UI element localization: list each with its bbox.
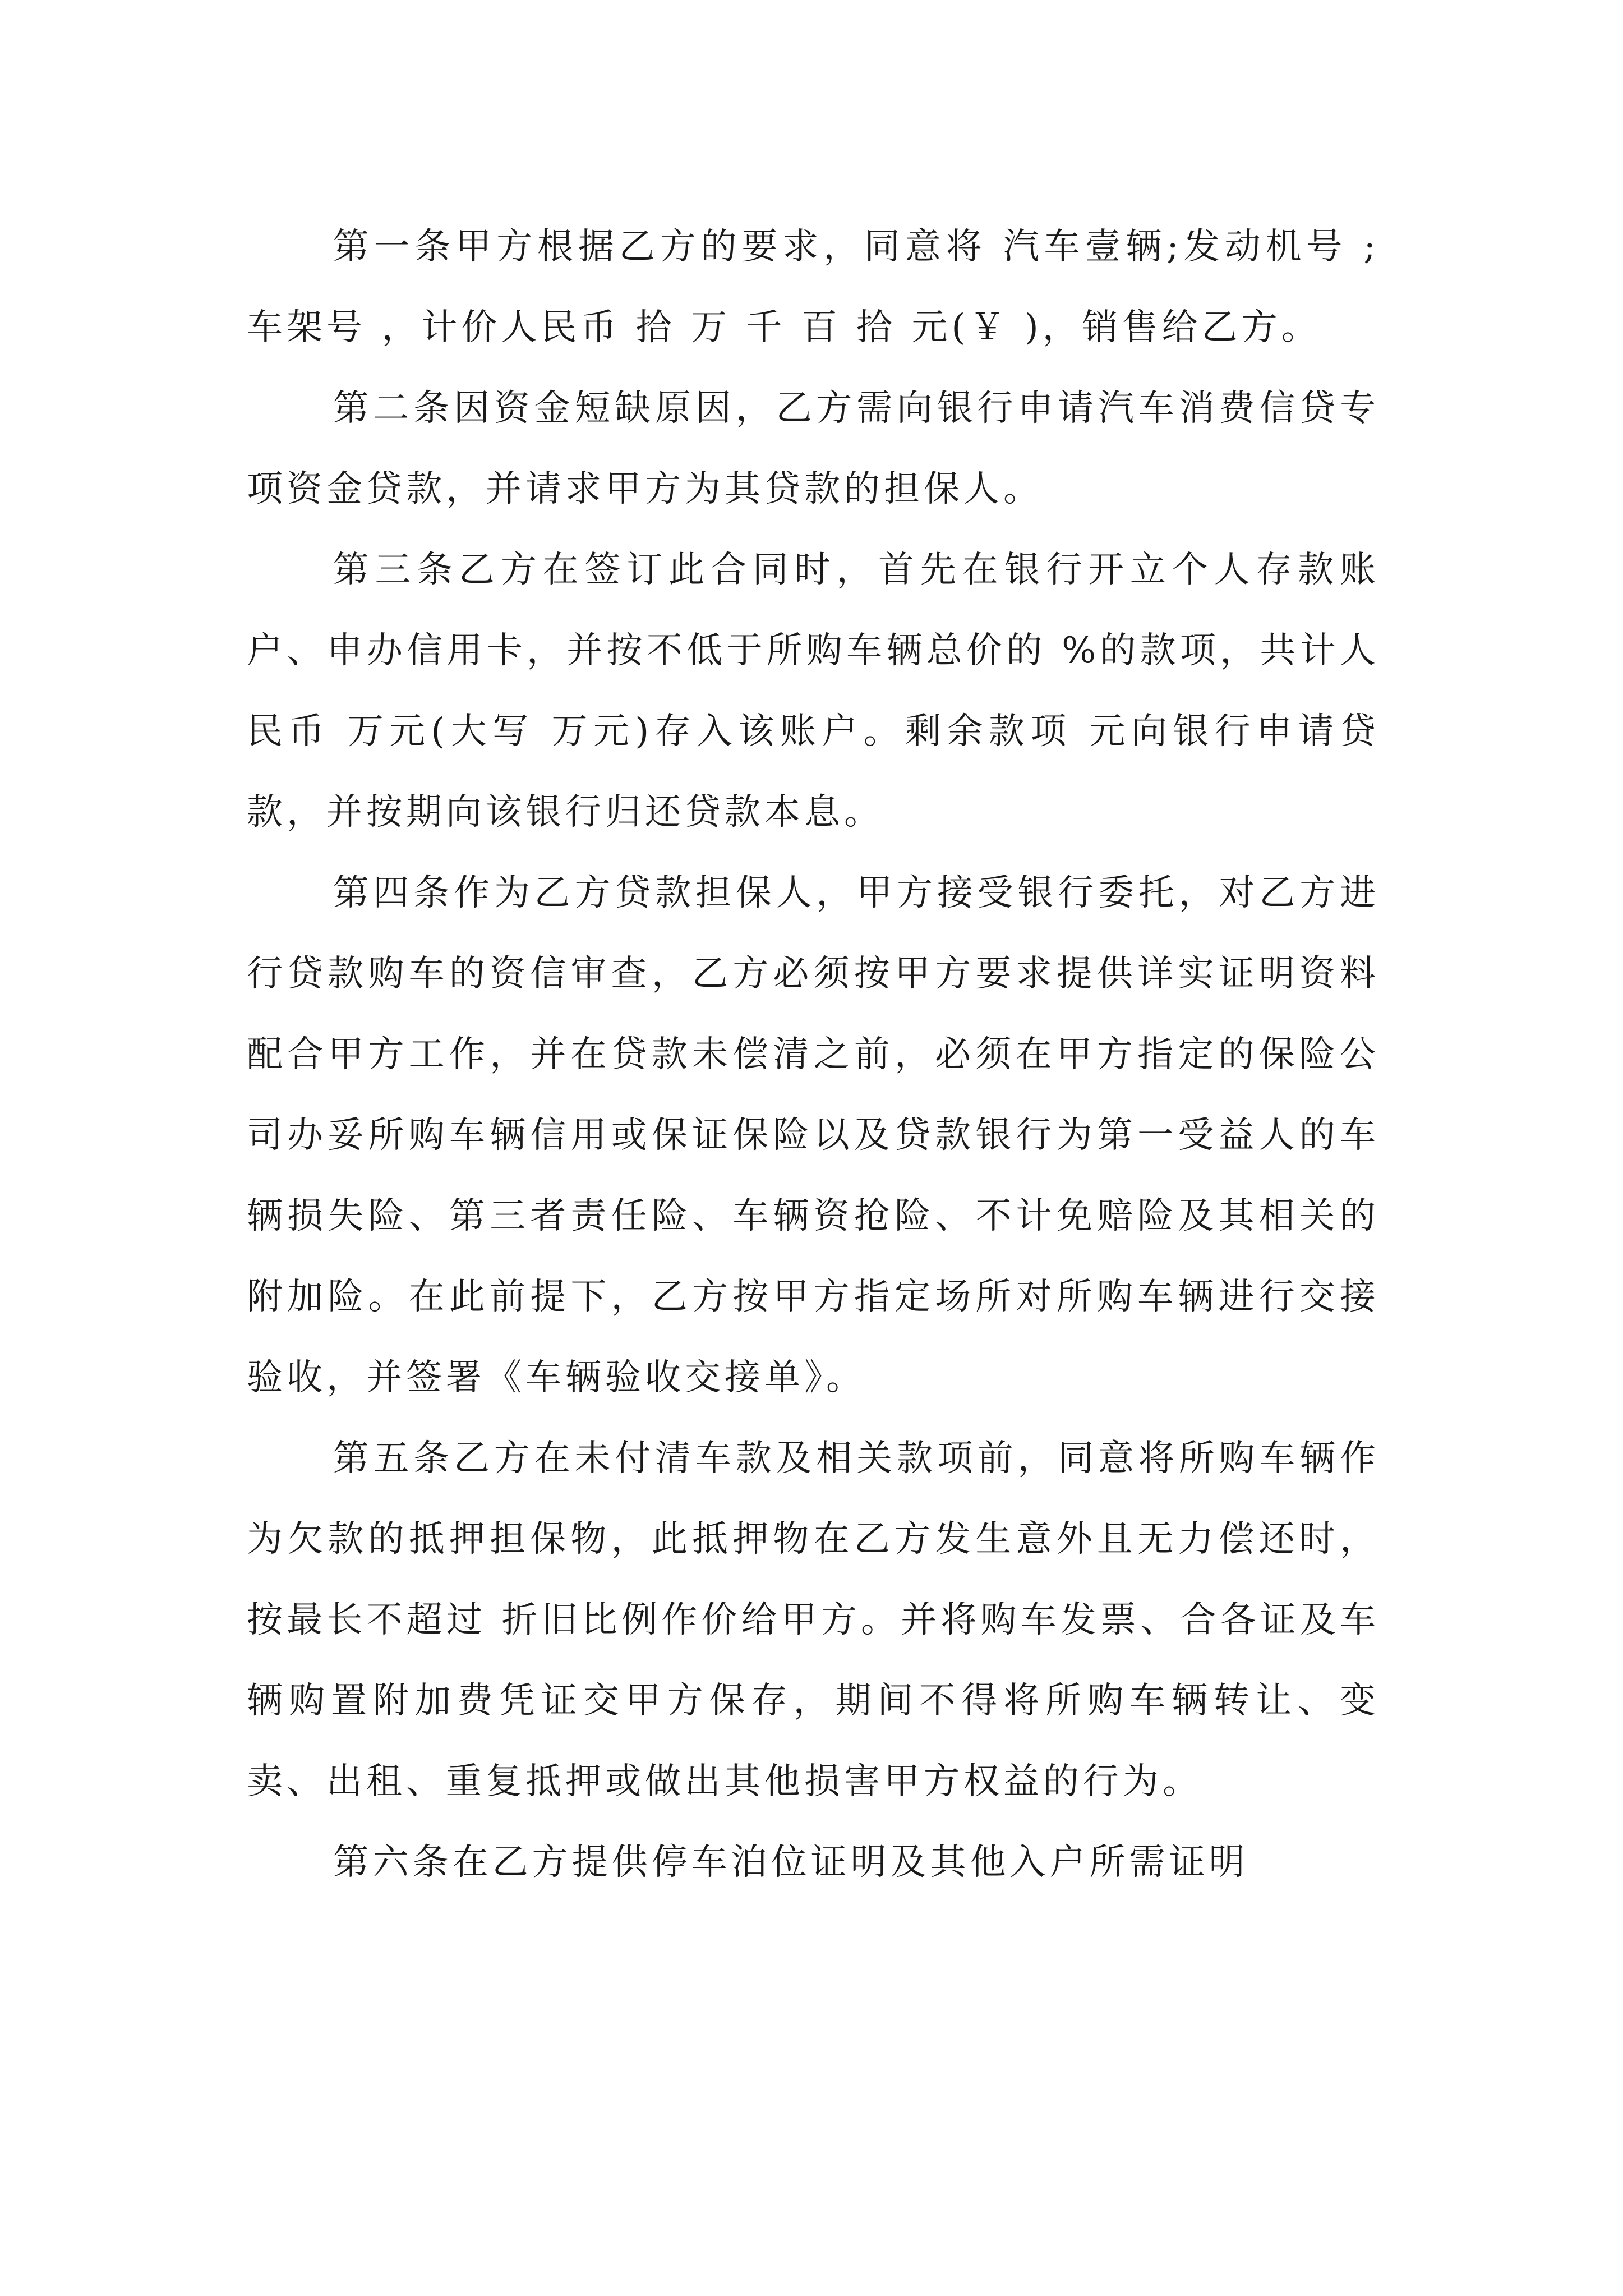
clause-6: 第六条在乙方提供停车泊位证明及其他入户所需证明 bbox=[333, 1842, 1249, 1883]
clause-2: 第二条因资金短缺原因，乙方需向银行申请汽车消费信贷专项资金贷款，并请求甲方为其贷款的担保人。 bbox=[247, 388, 1380, 510]
clause-4: 第四条作为乙方贷款担保人，甲方接受银行委托，对乙方进行贷款购车的资信审查，乙方必须按甲方要求提供详实证明资料配合甲方工作，并在贷款未偿清之前，必须在甲方指定的保险公司办妥所购车辆信用或保证保险以及贷款银行为第一受益人的车辆损失险、第三者责任险、车辆资抢险、不计免赔险及其相关的附加险。在此前提下，乙方按甲方指定场所对所购车辆进行交接验收，并签署《车辆验收交接单》。 bbox=[247, 872, 1380, 1398]
clause-5: 第五条乙方在未付清车款及相关款项前，同意将所购车辆作为欠款的抵押担保物，此抵押物在乙方发生意外且无力偿还时，按最长不超过 折旧比例作价给甲方。并将购车发票、合各证及车辆购置附加费凭证交甲方保存，期间不得将所购车辆转让、变卖、出租、重复抵押或做出其他损害甲方权益的行为。 bbox=[247, 1438, 1380, 1802]
contract-body bbox=[247, 206, 1380, 1903]
clause-1: 第一条甲方根据乙方的要求，同意将 汽车壹辆;发动机号 ;车架号 ，计价人民币 拾 万 千 百 拾 元(￥ )，销售给乙方。 bbox=[247, 226, 1380, 348]
clause-3: 第三条乙方在签订此合同时，首先在银行开立个人存款账户、申办信用卡，并按不低于所购车辆总价的 %的款项，共计人民币 万元(大写 万元)存入该账户。剩余款项 元向银行申请贷款，并按期向该银行归还贷款本息。 bbox=[247, 549, 1380, 833]
